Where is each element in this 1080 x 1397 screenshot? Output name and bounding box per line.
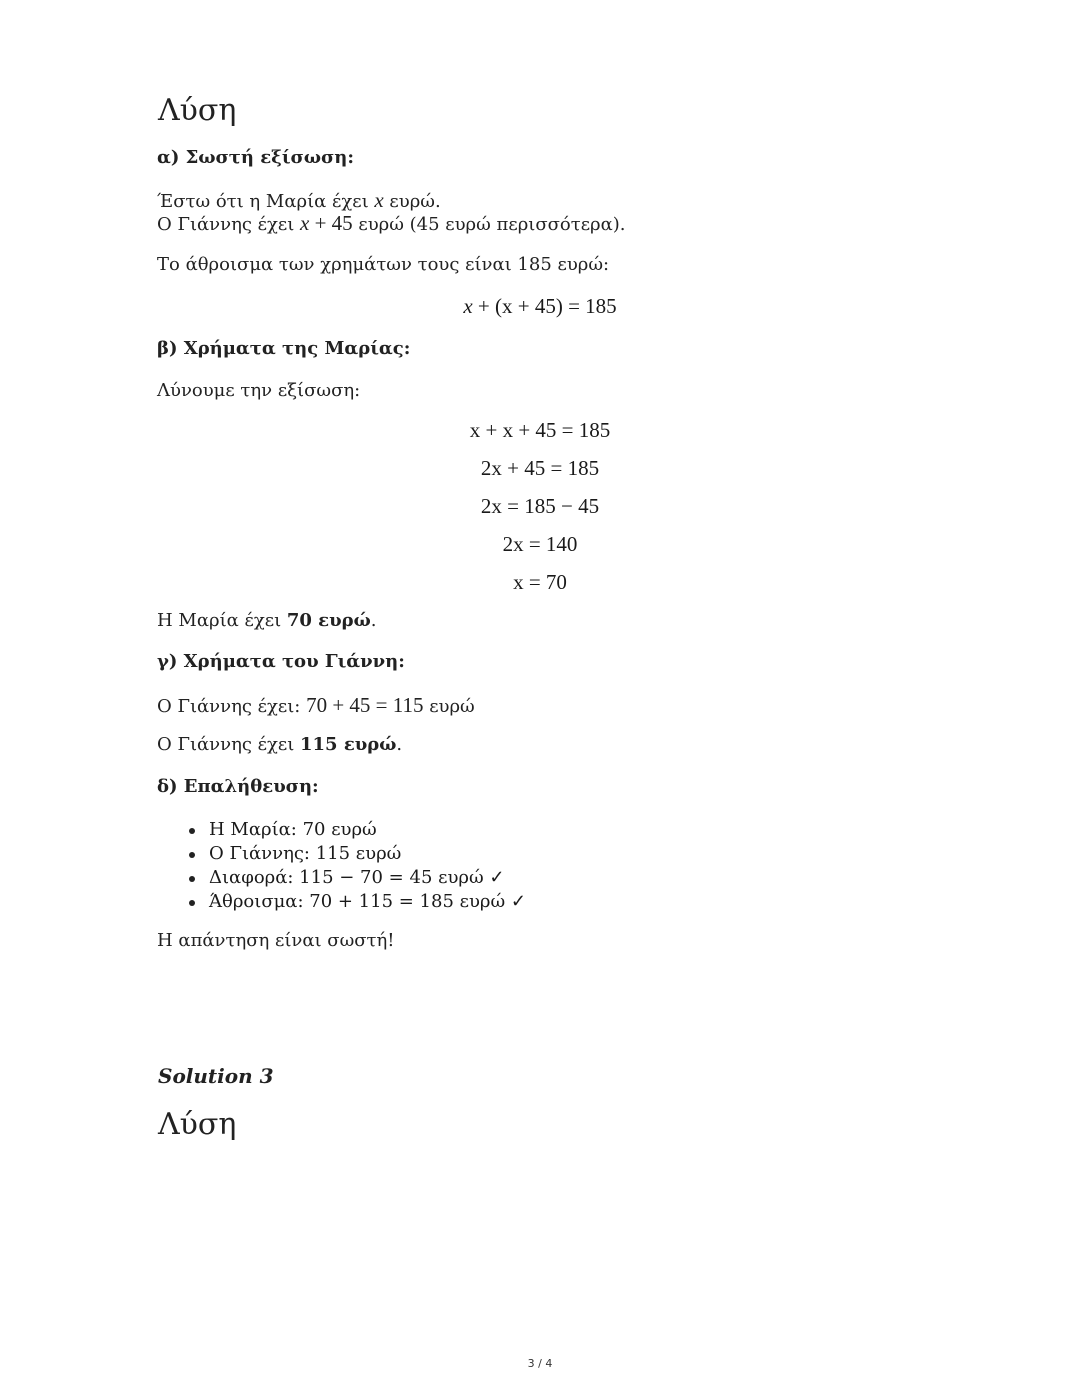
solution-heading-bottom: Λύση [158,1107,237,1142]
part-c-result [157,733,402,756]
part-a-line2-pre: Ο Γιάννης έχει [157,214,300,235]
step-5: x = 70 [513,570,567,594]
step-1: x + x + 45 = 185 [469,418,611,442]
part-b-result-post: . [370,610,377,631]
part-c-calc-math: 70 + 45 = 115 [306,693,424,717]
part-c-result-pre: Ο Γιάννης έχει [157,734,300,755]
part-c-calc-post: ευρώ [423,696,475,717]
part-d-title: δ) Επαλήθευση: [157,776,319,797]
page-number: 3 / 4 [527,1357,553,1370]
part-a-line2 [157,210,626,237]
step-2: 2x + 45 = 185 [480,456,600,480]
part-a-line2-post: ευρώ (45 ευρώ περισσότερα). [352,214,626,235]
part-b-result [157,609,376,632]
solution-3-label: Solution 3 [158,1064,274,1088]
verification-list [187,818,526,914]
part-c-calc [157,692,475,719]
main-equation [0,296,1080,317]
part-b-result-pre: Η Μαρία έχει [157,610,287,631]
part-a-title: α) Σωστή εξίσωση: [157,147,354,168]
part-a-line1-var: x [374,188,384,212]
part-a-line3: Το άθροισμα των χρημάτων τους είναι 185 ευρώ: [157,254,610,275]
part-b-intro: Λύνουμε την εξίσωση: [157,380,361,401]
part-b-result-bold: 70 ευρώ [286,610,371,631]
part-c-title: γ) Χρήματα του Γιάννη: [157,651,405,672]
main-equation-var: x [463,294,473,318]
part-a-line1-post: ευρώ. [383,191,441,212]
solution-heading: Λύση [158,93,237,128]
list-item: Άθροισμα: 70 + 115 = 185 ευρώ ✓ [187,890,526,914]
part-c-result-bold: 115 ευρώ [300,734,397,755]
part-a-line1-pre: Έστω ότι η Μαρία έχει [157,191,375,212]
part-c-result-post: . [396,734,403,755]
list-item: Ο Γιάννης: 115 ευρώ [187,842,526,866]
main-equation-rhs: + (x + 45) = 185 [477,294,617,318]
part-a-line2-var: x [300,211,310,235]
list-item: Η Μαρία: 70 ευρώ [187,818,526,842]
part-b-title: β) Χρήματα της Μαρίας: [157,338,411,359]
part-c-calc-pre: Ο Γιάννης έχει: [157,696,307,717]
conclusion: Η απάντηση είναι σωστή! [157,930,395,951]
step-3: 2x = 185 − 45 [480,494,600,518]
list-item: Διαφορά: 115 − 70 = 45 ευρώ ✓ [187,866,526,890]
step-4: 2x = 140 [502,532,578,556]
part-a-line2-math: + 45 [314,211,353,235]
